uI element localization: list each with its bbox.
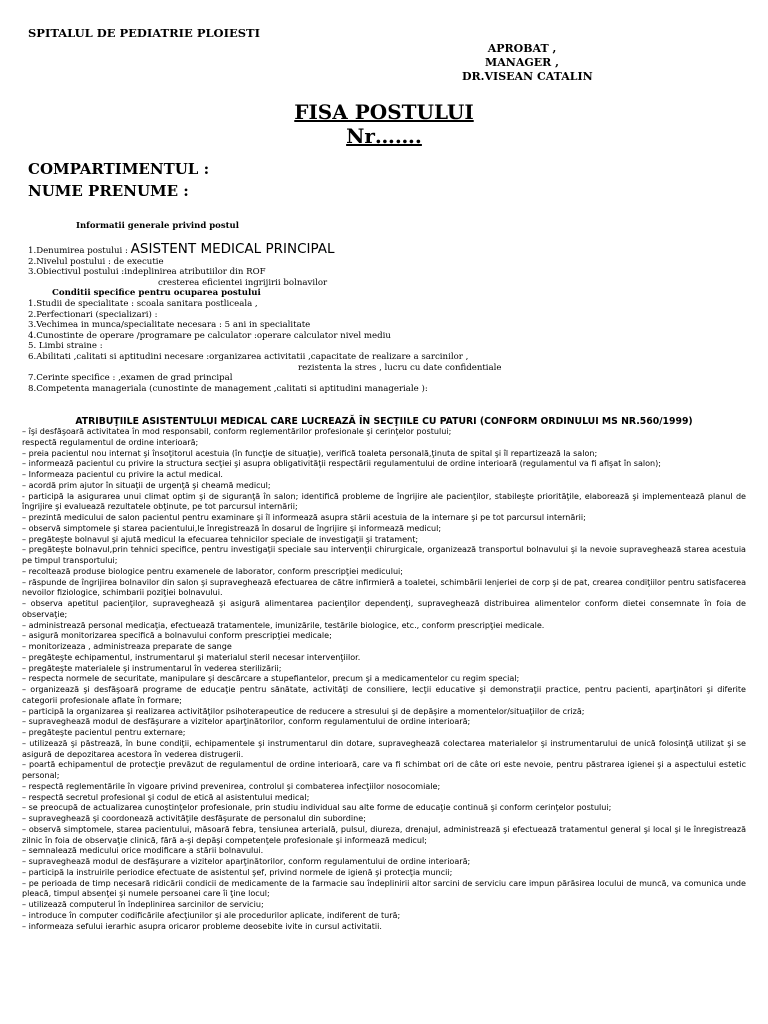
- post-objective-cont: cresterea eficientei ingrijirii bolnavilor: [158, 277, 328, 288]
- duty-item: – recoltează produse biologice pentru examenele de laborator, conform prescripţiei medicului;: [22, 566, 403, 576]
- duty-item: – preia pacientul nou internat şi însoţitorul acestuia (în funcţie de situaţie), verifică toaleta personală,ţinuta de spital şi îl repartizează la salon;: [22, 448, 598, 458]
- document-number: Nr…….: [346, 124, 422, 148]
- duty-item: – observa apetitul pacienţilor, supraveghează şi asigură alimentarea pacienţilor dependenţi, supraveghează distribuirea alimentelor conform dietei consemnate în foia de observaţie;: [22, 599, 746, 619]
- name-field: NUME PRENUME :: [28, 182, 189, 200]
- post-name-label: 1.Denumirea postului :: [28, 246, 128, 256]
- abilities-cont: rezistenta la stres , lucru cu date confidentiale: [298, 362, 502, 373]
- duty-item: – observă simptomele şi starea pacientului,le înregistrează în dosarul de îngrijire şi informează medicul;: [22, 523, 442, 533]
- duty-item: – semnalează medicului orice modificare a stării bolnavului.: [22, 846, 264, 856]
- duty-item: - participă la asigurarea unui climat optim şi de siguranţă în salon; identifică probleme de îngrijire ale pacienţilor, stabileşte priorităţile, elaborează şi implementează planul de îngrijire şi evaluează rezultatele obţinute, pe tot parcursul internării;: [22, 491, 746, 512]
- approval-line: APROBAT ,: [487, 42, 557, 55]
- duty-item: – organizează şi desfăşoară programe de educaţie pentru sănătate, activităţi de consiliere, lecţii educative şi demonstraţii practice, pentru pacienti, aparţinători şi diferite categorii profesionale aflate în formare;: [22, 685, 746, 705]
- post-name-row: [28, 241, 748, 257]
- duty-item: – pregăteşte bolnavul,prin tehnici specifice, pentru investigaţii speciale sau intervenţii chirurgicale, organizează transportul bolnavului şi la nevoie supraveghează starea acestuia pe timpul transportului;: [22, 545, 746, 565]
- duty-item: – observă simptomele, starea pacientului, măsoară febra, tensiunea arterială, pulsul, diureza, drenajul, administrează şi efectuează tratamentul general şi local şi le înregistrează zilnic în foia de observaţie clinică, fără a-şi depăşi competenţele profesionale şi informează medicul;: [22, 824, 746, 845]
- duty-item: – administrează personal medicaţia, efectuează tratamentele, imunizările, testările biologice, etc., conform prescripţiei medicale.: [22, 620, 545, 630]
- duty-item: – respectă secretul profesional şi codul de etică al asistentului medical;: [22, 792, 310, 802]
- training: 2.Perfectionari (specializari) :: [28, 309, 158, 320]
- languages: 5. Limbi straine :: [28, 341, 103, 352]
- managerial-competence: 8.Competenta manageriala (cunostinte de management ,calitati si aptitudini manageriale ):: [28, 383, 428, 394]
- approval-line: DR.VISEAN CATALIN: [462, 70, 593, 83]
- duty-item: – pregăteşte echipamentul, instrumentarul şi materialul steril necesar intervenţiilor.: [22, 652, 361, 662]
- duty-item: – pe perioada de timp necesară ridicării condicii de medicamente de la farmacie sau îndeplinirii altor sarcini de serviciu care impun părăsirea locului de muncă, va comunica unde pleacă, timpul absenţei şi numele persoanei care îi ţine locul;: [22, 878, 746, 899]
- seniority: 3.Vechimea in munca/specialitate necesara : 5 ani in specialitate: [28, 320, 311, 331]
- duty-item: – supraveghează modul de desfăşurare a vizitelor aparţinătorilor, conform regulamentului de ordine interioară;: [22, 857, 471, 866]
- computer-skills: 4.Cunostinte de operare /programare pe calculator :operare calculator nivel mediu: [28, 330, 391, 341]
- duty-item: – informeaza sefului ierarhic asupra oricaror probleme deosebite ivite in cursul activitatii.: [22, 921, 382, 931]
- duties-title: ATRIBUŢIILE ASISTENTULUI MEDICAL CARE LUCREAZĂ ÎN SECŢIILE CU PATURI (CONFORM ORDINULUI MS NR.560/1999): [75, 416, 693, 427]
- duty-item: – informează pacientul cu privire la structura secţiei şi asupra obligativităţii respectării regulamentului de ordine interioară (regulamentul va fi afişat în salon);: [22, 459, 661, 469]
- duty-item: – supraveghează şi coordonează activităţile desfăşurate de personalul din subordine;: [22, 814, 366, 823]
- approval-block: [462, 42, 593, 84]
- duty-item: – acordă prim ajutor în situaţii de urgenţă şi cheamă medicul;: [22, 480, 271, 490]
- duty-item: – se preocupă de actualizarea cunoştinţelor profesionale, prin studiu individual sau alte forme de educaţie continuă şi conform cerinţelor postului;: [22, 803, 612, 813]
- duty-item: respectă regulamentul de ordine interioară;: [22, 437, 199, 447]
- duty-item: – îşi desfăşoară activitatea în mod responsabil, conform reglementărilor profesionale şi cerinţelor postului;: [22, 427, 452, 436]
- duty-item: – prezintă medicului de salon pacientul pentru examinare şi îl informează asupra stării acestuia de la internare şi pe tot parcursul internării;: [22, 513, 586, 522]
- general-info-title: Informatii generale privind postul: [76, 221, 239, 231]
- duties-list: [22, 427, 746, 932]
- duty-item: – răspunde de îngrijirea bolnavilor din salon şi supraveghează efectuarea de către infirmieră a toaletei, schimbării lenjeriei de corp şi de pat, crearea condiţiilor pentru satisfacerea nevoilor fiziologice, schimbarii poziţiei bolnavului.: [22, 577, 746, 598]
- post-name-value: ASISTENT MEDICAL PRINCIPAL: [130, 241, 335, 257]
- duty-item: – monitorizeaza , administreaza preparate de sange: [22, 642, 232, 651]
- duty-item: – pregăteşte materialele şi instrumentarul în vederea sterilizării;: [22, 663, 282, 673]
- duty-item: – utilizează şi păstrează, în bune condiţii, echipamentele şi instrumentarul din dotare, supraveghează colectarea materialelor şi instrumentarului de unică folosinţă utilizat şi se asigură de depozitarea acestora în vederea distrugerii.: [22, 738, 746, 759]
- duty-item: – poartă echipamentul de protecţie prevăzut de regulamentul de ordine interioară, care va fi schimbat ori de câte ori este nevoie, pentru păstrarea igienei şi a aspectului estetic personal;: [22, 760, 746, 780]
- duty-item: – pregăteşte pacientul pentru externare;: [22, 728, 186, 737]
- abilities: 6.Abilitati ,calitati si aptitudini necesare :organizarea activitatii ,capacitate de realizare a sarcinilor ,: [28, 351, 469, 362]
- hospital-name: SPITALUL DE PEDIATRIE PLOIESTI: [28, 26, 260, 40]
- duty-item: – participă la organizarea şi realizarea activităţilor psihoterapeutice de reducere a stresului şi de depăşire a momentelor/situaţiilor de criză;: [22, 706, 585, 716]
- compartment-field: COMPARTIMENTUL :: [28, 160, 210, 178]
- document-title: FISA POSTULUI: [294, 100, 474, 124]
- requirements-section: [28, 241, 748, 394]
- duty-item: – utilizează computerul în îndeplinirea sarcinilor de serviciu;: [22, 900, 264, 909]
- duty-item: – respectă reglementările în vigoare privind prevenirea, controlul şi combaterea infecţiilor nosocomiale;: [22, 781, 441, 791]
- approval-line: MANAGER ,: [485, 56, 559, 69]
- duty-item: – Informeaza pacientul cu privire la actul medical.: [22, 470, 223, 479]
- studies: 1.Studii de specialitate : scoala sanitara postliceala ,: [28, 298, 258, 309]
- specific-conditions-title: Conditii specifice pentru ocuparea postului: [52, 288, 261, 299]
- duty-item: – participă la instruirile periodice efectuate de asistentul şef, privind normele de igienă şi protecţia muncii;: [22, 867, 453, 877]
- duty-item: – introduce în computer codificările afecţiunilor şi ale procedurilor aplicate, indiferent de tură;: [22, 910, 401, 920]
- duty-item: – pregăteşte bolnavul şi ajută medicul la efecuarea tehnicilor speciale de investigaţii şi tratament;: [22, 534, 419, 544]
- post-level: 2.Nivelul postului : de executie: [28, 256, 164, 267]
- duty-item: – asigură monitorizarea specifică a bolnavului conform prescripţiei medicale;: [22, 631, 332, 641]
- post-objective: 3.Obiectivul postului :indeplinirea atributiilor din ROF: [28, 267, 266, 278]
- duty-item: – supraveghează modul de desfăşurare a vizitelor aparţinătorilor, conform regulamentului de ordine interioară;: [22, 717, 471, 727]
- specific-requirements: 7.Cerinte specifice : ,examen de grad principal: [28, 373, 233, 384]
- duty-item: – respecta normele de securitate, manipulare şi descărcare a stupefiantelor, precum şi a medicamentelor cu regim special;: [22, 674, 520, 684]
